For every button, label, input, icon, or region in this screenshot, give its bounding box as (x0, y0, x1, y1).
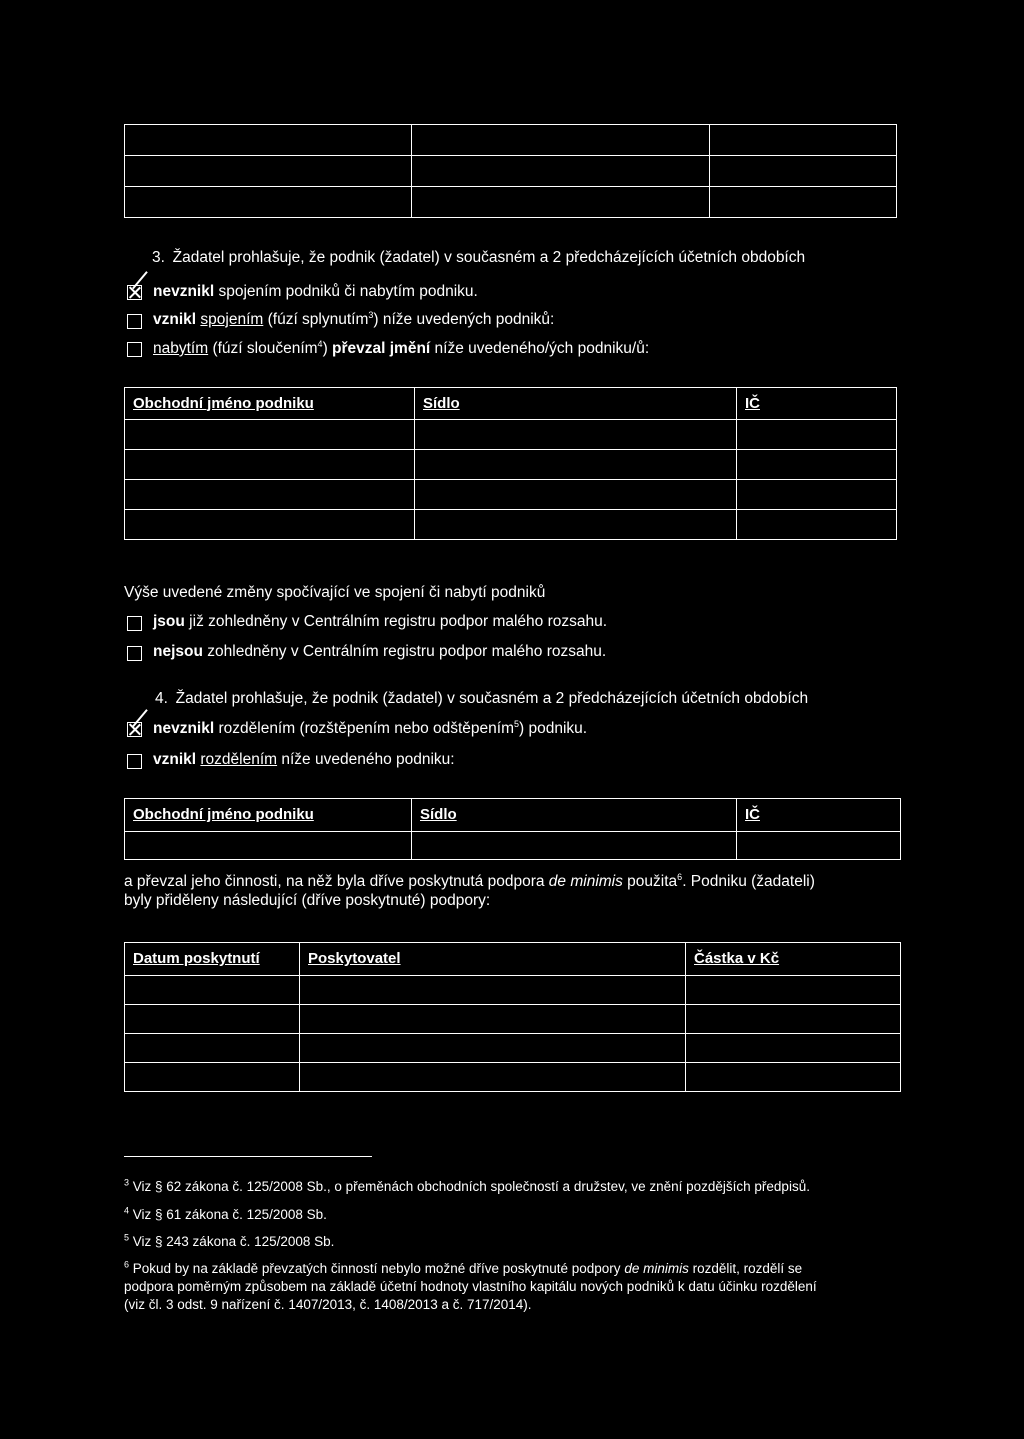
section3-option3-checkbox[interactable] (127, 342, 142, 357)
top-table (124, 124, 897, 218)
section3-option1-text (153, 283, 478, 302)
footnote-ref-6: 6 (677, 871, 683, 882)
footnote-ref-3: 3 (368, 309, 374, 320)
section3-option3-text (153, 340, 649, 359)
section3-option2-underlined: spojením (200, 311, 264, 328)
column-header-id: IČ (737, 799, 901, 832)
table-cell[interactable] (125, 1063, 300, 1092)
footnote-4-text: Viz § 61 zákona č. 125/2008 Sb. (129, 1207, 327, 1222)
section4-option1-rest: rozdělením (rozštěpením nebo odštěpením (214, 720, 514, 737)
section4-option1-checkbox[interactable] (127, 722, 142, 737)
table-cell[interactable] (415, 420, 737, 450)
table-cell[interactable] (710, 156, 897, 187)
footnote-5-text: Viz § 243 zákona č. 125/2008 Sb. (129, 1234, 335, 1249)
table-cell[interactable] (125, 187, 412, 218)
footnote-5 (124, 1234, 334, 1250)
table-cell[interactable] (737, 510, 897, 540)
changes-option1-text (153, 613, 607, 632)
footnote-6-text-a: Pokud by na základě převzatých činností nebylo možné dříve poskytnuté podpory (129, 1261, 625, 1276)
table-cell[interactable] (737, 420, 897, 450)
section3-option3-tail: níže uvedeného/ých podniku/ů: (430, 340, 650, 357)
table-cell[interactable] (412, 187, 710, 218)
table-cell[interactable] (300, 1063, 686, 1092)
transfer-text-italic: de minimis (548, 873, 623, 890)
footnote-3-number: 3 (124, 1177, 130, 1188)
column-header-company-name: Obchodní jméno podniku (125, 799, 412, 832)
section3-heading: 3. Žadatel prohlašuje, že podnik (žadatel) v současném a 2 předcházejících účetních obdobích (152, 249, 806, 266)
section3-option2-checkbox[interactable] (127, 314, 142, 329)
table-cell[interactable] (415, 480, 737, 510)
footnote-6-text-b: rozdělit, rozdělí se (688, 1261, 803, 1276)
table-cell[interactable] (686, 976, 901, 1005)
section4-option2-bold: vznikl (153, 751, 197, 768)
section4-option2-rest: níže uvedeného podniku: (277, 751, 455, 768)
section3-option2-text (153, 311, 554, 330)
table-cell[interactable] (125, 450, 415, 480)
footnote-separator (124, 1156, 372, 1157)
column-header-id: IČ (737, 388, 897, 420)
section3-option2-tail: ) níže uvedených podniků: (373, 311, 555, 328)
changes-option2-checkbox[interactable] (127, 646, 142, 661)
column-header-seat: Sídlo (415, 388, 737, 420)
column-header-company-name: Obchodní jméno podniku (125, 388, 415, 420)
section4-option1-text (153, 720, 587, 739)
transfer-text-b: použita (622, 873, 678, 890)
section3-option3-rest: (fúzí sloučením (208, 340, 318, 357)
table-cell[interactable] (412, 832, 737, 860)
footnote-4-number: 4 (124, 1205, 130, 1216)
section4-option1-tail: ) podniku. (519, 720, 588, 737)
section3-option3-bold: převzal jmění (332, 340, 431, 357)
table-cell[interactable] (125, 1034, 300, 1063)
footnote-3-text: Viz § 62 zákona č. 125/2008 Sb., o přeměnách obchodních společností a družstev, ve znění pozdějších předpisů. (129, 1179, 810, 1194)
table-cell[interactable] (415, 510, 737, 540)
table-cell[interactable] (737, 832, 901, 860)
table-cell[interactable] (737, 450, 897, 480)
table-cell[interactable] (300, 976, 686, 1005)
table-cell[interactable] (686, 1034, 901, 1063)
section3-option3-underlined: nabytím (153, 340, 209, 357)
table-cell[interactable] (125, 125, 412, 156)
section4-option1-bold: nevznikl (153, 720, 215, 737)
footnote-ref-5: 5 (514, 718, 520, 729)
transfer-text-a: a převzal jeho činnosti, na něž byla dříve poskytnutá podpora (124, 873, 549, 890)
transfer-text-c: . Podniku (žadateli) (682, 873, 815, 890)
aid-table (124, 942, 901, 1092)
table-cell[interactable] (125, 1005, 300, 1034)
transfer-text-line1 (124, 873, 815, 892)
section4-option2-underlined: rozdělením (200, 751, 278, 768)
table-cell[interactable] (125, 510, 415, 540)
footnote-6-line3: (viz čl. 3 odst. 9 nařízení č. 1407/2013, č. 1408/2013 a č. 717/2014). (124, 1297, 532, 1312)
column-header-provider: Poskytovatel (300, 943, 686, 976)
table-cell[interactable] (125, 832, 412, 860)
table-cell[interactable] (710, 187, 897, 218)
section3-option1-bold: nevznikl (153, 283, 215, 300)
section4-option2-checkbox[interactable] (127, 754, 142, 769)
changes-option2-bold: nejsou (153, 643, 203, 660)
table-cell[interactable] (412, 125, 710, 156)
section4-heading: 4. Žadatel prohlašuje, že podnik (žadatel) v současném a 2 předcházejících účetních obdobích (155, 690, 809, 707)
table-cell[interactable] (125, 156, 412, 187)
section3-option1-rest: spojením podniků či nabytím podniku. (214, 283, 478, 300)
column-header-seat: Sídlo (412, 799, 737, 832)
table-cell[interactable] (686, 1063, 901, 1092)
section3-option3-mid: ) (322, 340, 333, 357)
table-cell[interactable] (415, 450, 737, 480)
table-cell[interactable] (125, 480, 415, 510)
footnote-4 (124, 1207, 327, 1223)
section3-option1-checkbox[interactable] (127, 285, 142, 300)
footnote-6 (124, 1261, 802, 1277)
table-cell[interactable] (710, 125, 897, 156)
table-cell[interactable] (125, 420, 415, 450)
column-header-date: Datum poskytnutí (125, 943, 300, 976)
footnote-6-number: 6 (124, 1259, 130, 1270)
section3-option2-rest: (fúzí splynutím (263, 311, 369, 328)
table-cell[interactable] (300, 1034, 686, 1063)
footnote-ref-4: 4 (317, 338, 323, 349)
section3-company-table (124, 387, 897, 540)
table-cell[interactable] (686, 1005, 901, 1034)
table-cell[interactable] (412, 156, 710, 187)
footnote-6-italic: de minimis (624, 1261, 689, 1276)
table-cell[interactable] (300, 1005, 686, 1034)
changes-intro: Výše uvedené změny spočívající ve spojení či nabytí podniků (124, 584, 546, 601)
footnote-5-number: 5 (124, 1232, 130, 1243)
changes-option1-checkbox[interactable] (127, 616, 142, 631)
section4-option2-text (153, 751, 455, 770)
changes-option1-bold: jsou (153, 613, 185, 630)
column-header-amount: Částka v Kč (686, 943, 901, 976)
section4-company-table (124, 798, 901, 860)
footnote-3 (124, 1179, 810, 1195)
changes-option2-rest: zohledněny v Centrálním registru podpor malého rozsahu. (202, 643, 607, 660)
footnote-6-line2: podpora poměrným způsobem na základě účetní hodnoty vlastního kapitálu nových podniků k datu účinku rozdělení (124, 1279, 817, 1294)
table-cell[interactable] (125, 976, 300, 1005)
changes-option1-rest: již zohledněny v Centrálním registru podpor malého rozsahu. (184, 613, 608, 630)
table-cell[interactable] (737, 480, 897, 510)
section3-option2-bold: vznikl (153, 311, 197, 328)
transfer-text-line2: byly přiděleny následující (dříve poskytnuté) podpory: (124, 892, 491, 909)
changes-option2-text (153, 643, 606, 662)
